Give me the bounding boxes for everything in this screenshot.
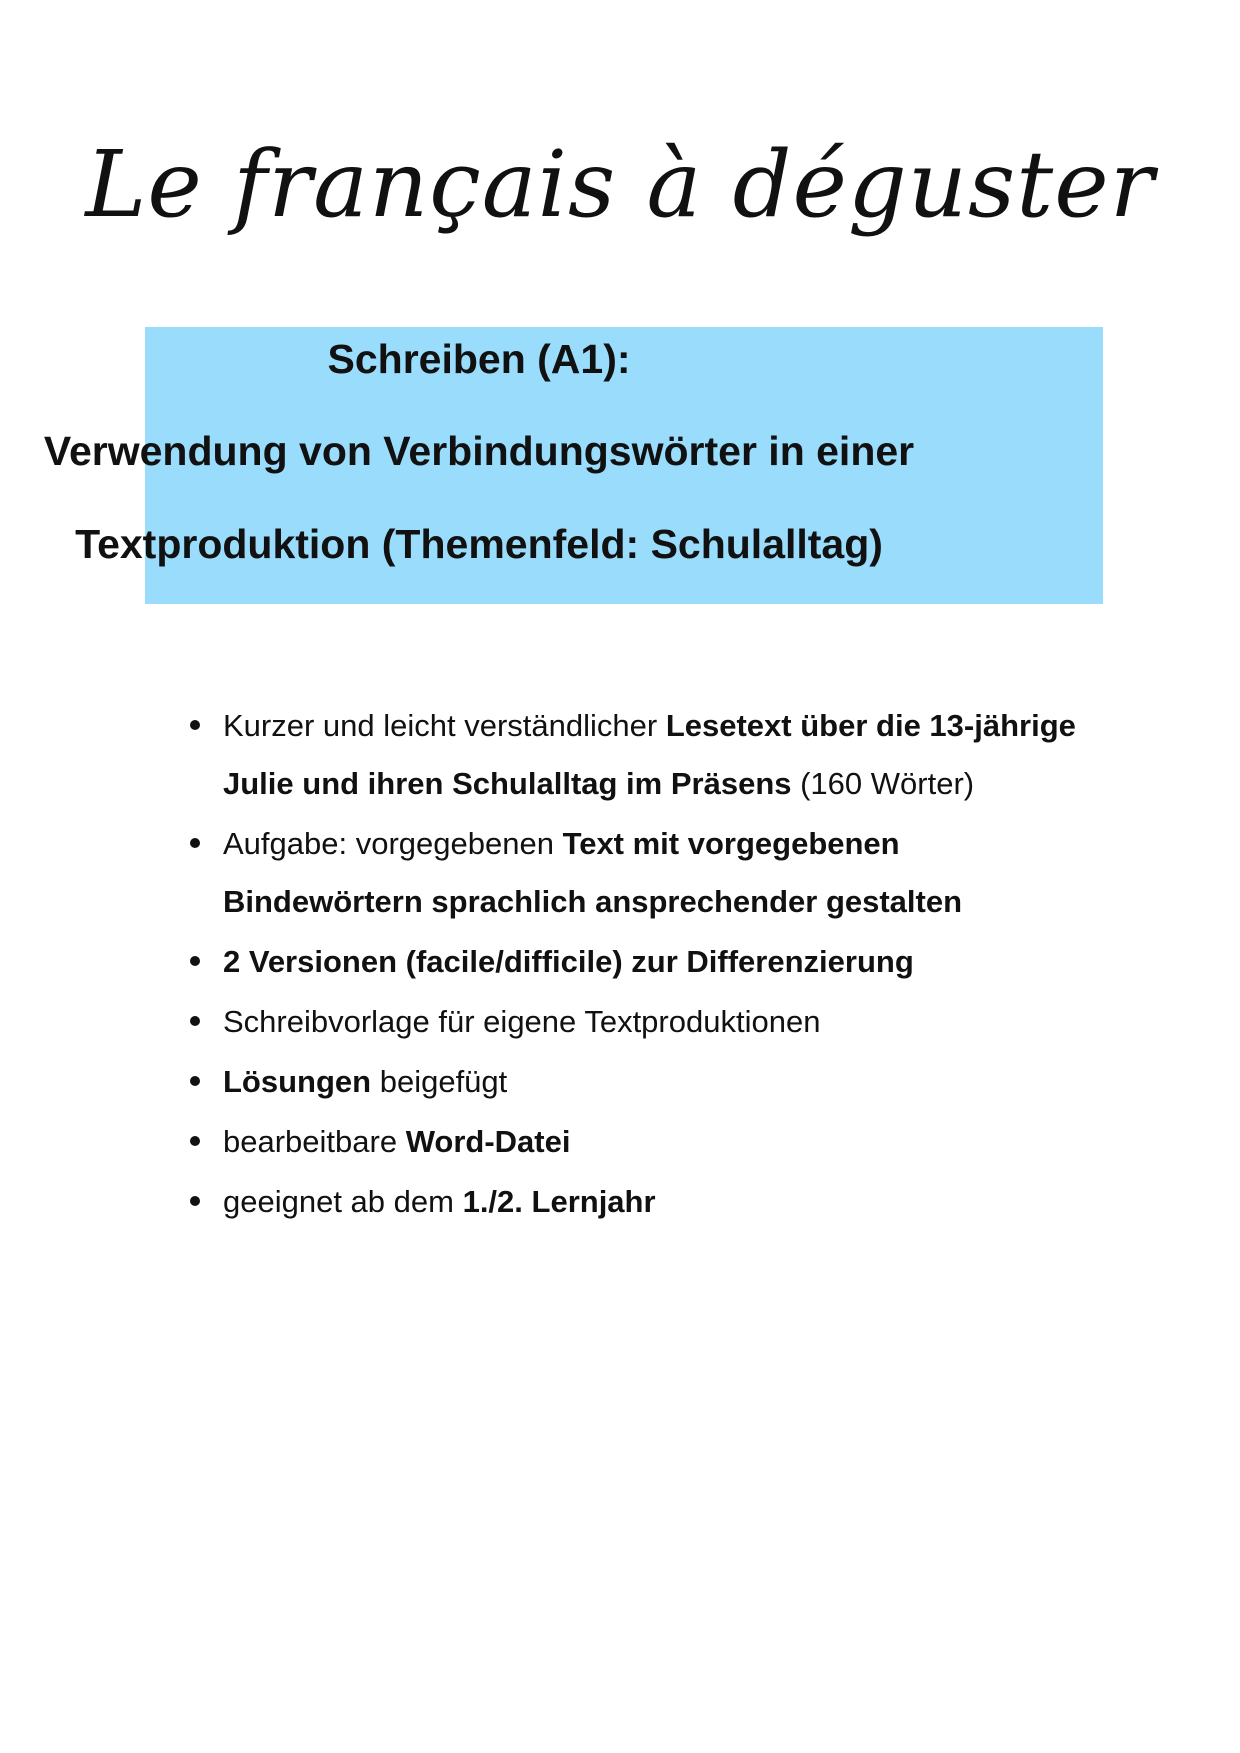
bullet-icon — [190, 838, 200, 848]
feature-text: Kurzer und leicht verständlicher — [223, 708, 666, 743]
title-line-3: Textproduktion (Themenfeld: Schulalltag) — [75, 521, 883, 567]
feature-item-template — [186, 993, 1086, 1051]
feature-bold-text: 2 Versionen (facile/difficile) zur Differenzierung — [223, 944, 914, 979]
bullet-icon — [190, 720, 200, 730]
feature-text: (160 Wörter) — [791, 766, 975, 801]
feature-bold-text: Text mit vorgegebenen Bindewörtern sprachlich ansprechender gestalten — [223, 826, 963, 919]
feature-text: bearbeitbare — [223, 1124, 406, 1159]
feature-item-reading-text — [186, 697, 1086, 813]
title-line-1: Schreiben (A1): — [327, 336, 631, 382]
brand-title: Le français à déguster — [85, 131, 1155, 238]
feature-text: Schreibvorlage für eigene Textproduktionen — [223, 1004, 821, 1039]
bullet-icon — [190, 1016, 200, 1026]
bullet-icon — [190, 1076, 200, 1086]
title-line-2: Verwendung von Verbindungswörter in einer — [43, 428, 915, 474]
feature-item-task — [186, 815, 1086, 931]
feature-text: Aufgabe: vorgegebenen — [223, 826, 563, 861]
feature-item-level — [186, 1173, 1086, 1231]
feature-item-versions — [186, 933, 1086, 991]
feature-item-word-file — [186, 1113, 1086, 1171]
feature-text: geeignet ab dem — [223, 1184, 463, 1219]
feature-item-solutions — [186, 1053, 1086, 1111]
feature-bold-text: Word-Datei — [405, 1124, 571, 1159]
bullet-icon — [190, 1196, 200, 1206]
feature-bold-text: Lösungen — [223, 1064, 372, 1099]
feature-list — [186, 697, 1086, 1233]
feature-bold-text: Lesetext über die 13-jährige Julie und ihren Schulalltag im Präsens — [223, 708, 1076, 801]
feature-text: beigefügt — [371, 1064, 508, 1099]
feature-bold-text: 1./2. Lernjahr — [462, 1184, 656, 1219]
bullet-icon — [190, 1136, 200, 1146]
bullet-icon — [190, 956, 200, 966]
